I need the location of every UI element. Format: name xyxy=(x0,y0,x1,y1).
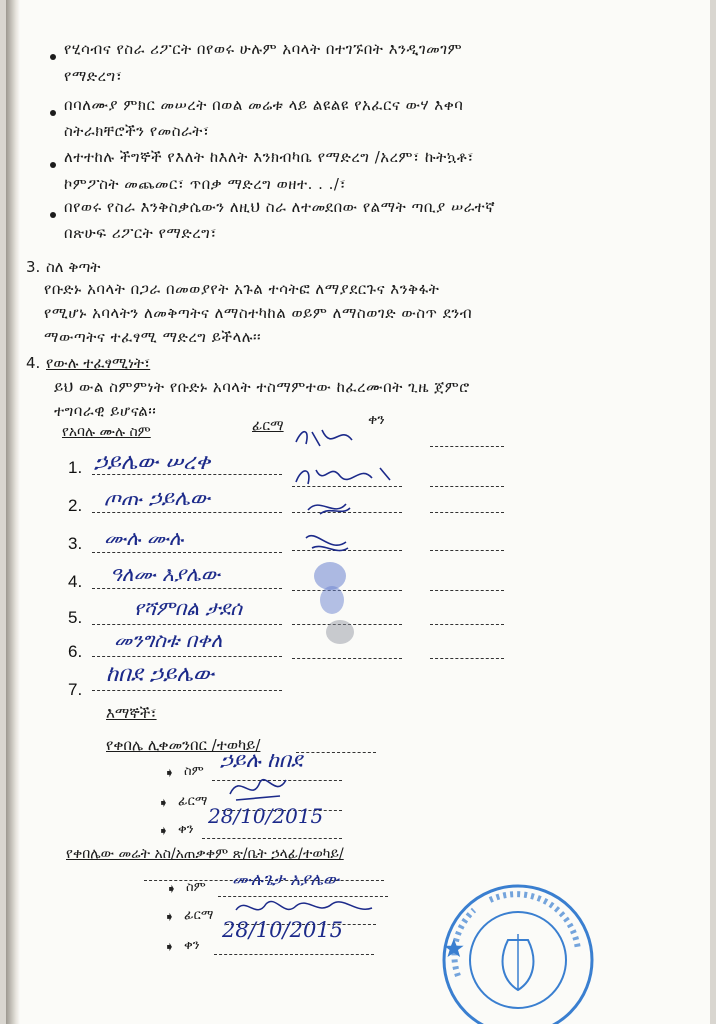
row-number: 7. xyxy=(68,680,83,699)
row-number: 5. xyxy=(68,608,83,627)
title-line xyxy=(296,752,376,753)
section-4-number: 4. xyxy=(26,354,41,372)
bullet-dot xyxy=(50,110,56,116)
section-3-line-3: ማውጣትና ተፈፃሚ ማድረግ ይችላሉ፡፡ xyxy=(44,328,262,346)
bullet-2-line-2: ስትራክቸሮችን የመስራት፣ xyxy=(64,122,210,140)
bullet-dot xyxy=(50,54,56,60)
bullet-dot xyxy=(50,162,56,168)
section-3-line-2: የሚሆኑ አባላትን ለመቅጣትና ለማስተካከል ወይም ለማስወገድ ውስጥ ደንብ xyxy=(44,304,473,322)
arrow-icon: ➧ xyxy=(164,766,175,781)
name-line xyxy=(92,690,282,691)
bullet-1-line-2: የማድረግ፣ xyxy=(64,67,123,85)
arrow-icon: ➧ xyxy=(158,824,169,839)
member-name: ጦጡ ኃይሌው xyxy=(104,486,211,510)
arrow-icon: ➧ xyxy=(164,940,175,955)
bullet-4-line-2: በጽሁፍ ሪፖርት የማድረግ፣ xyxy=(64,224,217,242)
row-number: 3. xyxy=(68,534,83,553)
name-line xyxy=(92,474,282,475)
date-line xyxy=(430,590,504,591)
witnesses-title: እማኞች፣ xyxy=(106,704,157,722)
section-4-line-2: ተግባራዊ ይሆናል፡፡ xyxy=(54,402,157,420)
section-3-number: 3. xyxy=(26,258,41,276)
column-header-signature: ፊርማ xyxy=(252,418,284,434)
page-fold-shadow xyxy=(6,0,20,1024)
receiver-name-label: ስም xyxy=(184,764,204,779)
land-date: 28/10/2015 xyxy=(222,918,344,942)
bullet-dot xyxy=(50,212,56,218)
member-name: ሙሉ ሙሉ xyxy=(104,526,184,550)
row-number: 6. xyxy=(68,642,83,661)
document-page xyxy=(6,0,710,1024)
member-name: መንግስቱ በቀለ xyxy=(114,628,223,652)
name-line xyxy=(92,512,282,513)
receiver-name: ኃይሉ ከበደ xyxy=(220,748,303,772)
name-line xyxy=(92,552,282,553)
date-line xyxy=(202,838,342,839)
name-line xyxy=(92,624,282,625)
bullet-3-line-2: ኮምፖስት መጨመር፣ ጥበቃ ማድረግ ወዘተ. . ./፣ xyxy=(64,175,347,193)
receiver-signature xyxy=(224,768,294,808)
bullet-1-line-1: የሂሳብና የስራ ሪፖርት በየወሩ ሁሉም አባላት በተገኙበት እንዲገመገም xyxy=(64,40,463,58)
column-header-date: ቀን xyxy=(368,412,385,428)
bullet-2-line-1: በባለሙያ ምክር መሠረት በወል መሬቱ ላይ ልዩልዩ የአፈርና ውሃ እቀባ xyxy=(64,96,464,114)
receiver-title: የቀበሌ ሊቀመንበር /ተወካይ/ xyxy=(106,736,261,754)
name-line xyxy=(92,656,282,657)
date-line xyxy=(430,446,504,447)
member-name: ከበደ ኃይሌው xyxy=(106,662,214,687)
arrow-icon: ➧ xyxy=(158,796,169,811)
date-line xyxy=(214,954,374,955)
row-number: 4. xyxy=(68,572,83,591)
land-date-label: ቀን xyxy=(184,938,200,953)
member-name: ዓለሙ እያሌው xyxy=(110,562,220,586)
arrow-icon: ➧ xyxy=(164,910,175,925)
bullet-4-line-1: በየወሩ የስራ እንቅስቃሴውን ለዚህ ስራ ለተመደበው የልማት ጣቢያ ሠራተኛ xyxy=(64,198,496,216)
section-4-line-1: ይህ ውል ስምምነት የቡድኑ አባላት ተስማምተው ከፈረሙበት ጊዜ ጀምሮ xyxy=(54,378,470,396)
land-name-label: ስም xyxy=(186,880,206,895)
date-line xyxy=(430,550,504,551)
signature-mark xyxy=(292,422,362,452)
date-line xyxy=(430,512,504,513)
row-number: 1. xyxy=(68,458,83,477)
land-office-title: የቀበሌው መሬት አስ/አጠቃቀም ጽ/ቤት ኃላፊ/ተወካይ/ xyxy=(66,846,344,862)
member-name: የሻምበል ታደሰ xyxy=(134,596,243,620)
member-signatures xyxy=(290,458,420,668)
receiver-date-label: ቀን xyxy=(178,822,194,837)
date-line xyxy=(430,658,504,659)
official-stamp xyxy=(438,880,598,1024)
date-line xyxy=(430,486,504,487)
arrow-icon: ➧ xyxy=(166,882,177,897)
member-name: ኃይሌው ሠረቀ xyxy=(94,450,211,475)
date-line xyxy=(430,624,504,625)
section-3-line-1: የቡድኑ አባላት በጋራ በመወያየት አጉል ተሳትፎ ለማያደርጉና እንቅፋት xyxy=(44,280,440,298)
bullet-3-line-1: ለተተከሉ ችግኞች የእለት ከእለት እንክብካቤ የማድረግ /አረም፣ ኩትኳቶ፣ xyxy=(64,148,474,166)
receiver-date: 28/10/2015 xyxy=(208,804,324,828)
section-3-title: ስለ ቅጣት xyxy=(46,258,101,276)
column-header-name: የአባሉ ሙሉ ስም xyxy=(62,424,151,440)
land-name: ሙሉጌታ አያሌው xyxy=(232,870,340,890)
section-4-title: የውሉ ተፈፃሚነት፣ xyxy=(46,354,151,372)
name-line xyxy=(92,588,282,589)
receiver-signature-label: ፊርማ xyxy=(178,794,208,809)
land-signature-label: ፊርማ xyxy=(184,908,214,923)
row-number: 2. xyxy=(68,496,83,515)
